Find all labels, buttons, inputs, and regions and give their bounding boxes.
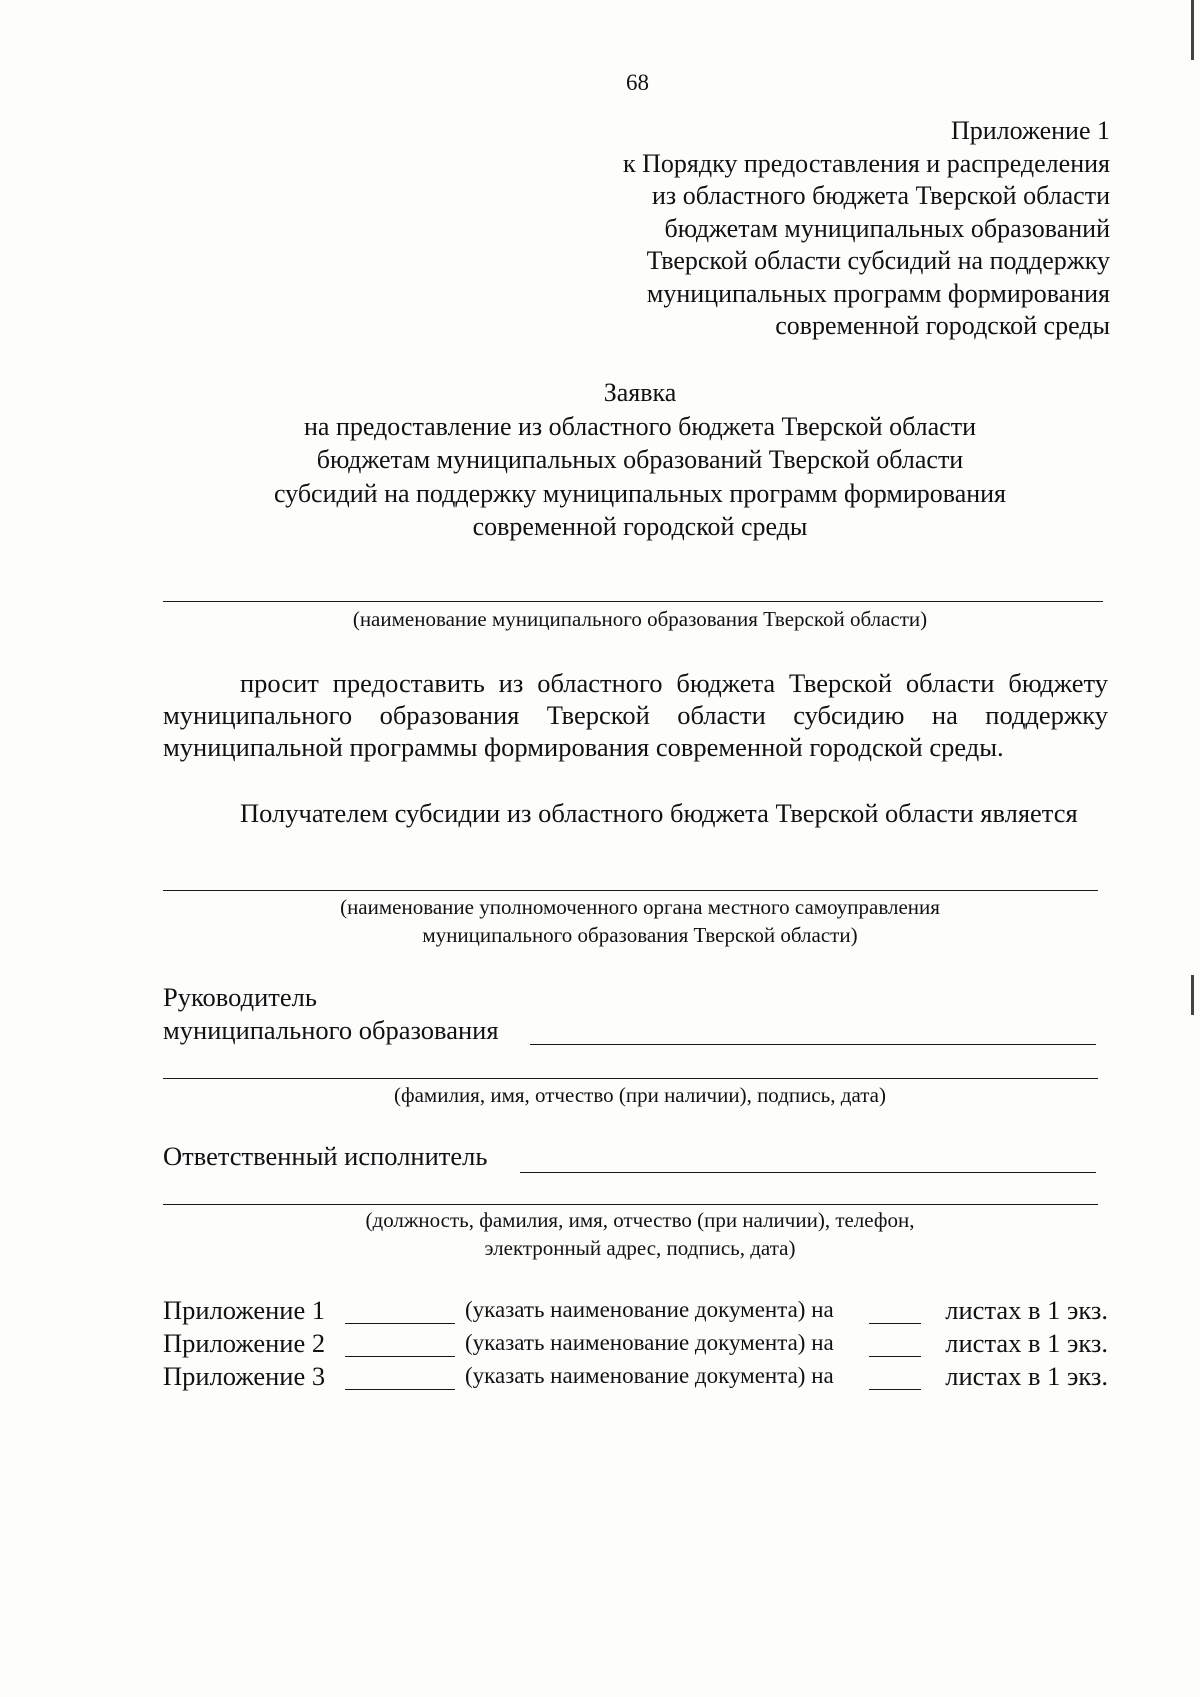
head-name-line[interactable] (163, 1078, 1098, 1079)
executor-caption-line: (должность, фамилия, имя, отчество (при наличии), телефон, (365, 1208, 915, 1232)
request-title (120, 376, 1160, 544)
head-signature-line[interactable] (530, 1044, 1096, 1045)
attachment-sheets-blank[interactable] (869, 1356, 921, 1357)
attachment-row (163, 1326, 1108, 1360)
request-title-line: бюджетам муниципальных образований Тверской области (316, 445, 964, 474)
request-paragraph-text: просит предоставить из областного бюджета Тверской области бюджету муниципального образования Тверской области субсидию на поддержку муниципальной программы формирования современной городской среды. (163, 668, 1108, 762)
attachment-document-blank[interactable] (345, 1356, 455, 1357)
recipient-caption (120, 893, 1160, 949)
attachment-sheets-blank[interactable] (869, 1389, 921, 1390)
attachment-tail: листах в 1 экз. (945, 1295, 1108, 1325)
recipient-paragraph-text: Получателем субсидии из областного бюджета Тверской области является (240, 798, 1078, 828)
request-title-line: на предоставление из областного бюджета Тверской области (303, 411, 976, 441)
appendix-header-line: к Порядку предоставления и распределения (622, 148, 1110, 178)
executor-caption (120, 1206, 1160, 1262)
appendix-header-line: современной городской среды (775, 311, 1110, 340)
head-caption: (фамилия, имя, отчество (при наличии), подпись, дата) (394, 1083, 886, 1107)
scan-edge-mark (1191, 975, 1194, 1015)
appendix-header-line: муниципальных программ формирования (646, 278, 1110, 308)
municipality-name-line[interactable] (163, 601, 1103, 602)
executor-name-line[interactable] (163, 1204, 1098, 1205)
recipient-caption-line: (наименование уполномоченного органа местного самоуправления (340, 895, 940, 919)
attachment-label: Приложение 1 (163, 1295, 326, 1325)
recipient-paragraph (163, 797, 1108, 829)
page-number: 68 (626, 70, 649, 95)
executor-caption-line: электронный адрес, подпись, дата) (484, 1236, 796, 1260)
attachment-description: (указать наименование документа) на (465, 1297, 834, 1322)
attachment-label: Приложение 2 (163, 1328, 326, 1358)
request-title-line: Заявка (603, 378, 677, 407)
appendix-header-line: из областного бюджета Тверской области (652, 181, 1110, 210)
attachment-tail: листах в 1 экз. (945, 1361, 1108, 1391)
attachment-document-blank[interactable] (345, 1323, 455, 1324)
executor-signature-line[interactable] (520, 1172, 1096, 1173)
appendix-header-line: бюджетам муниципальных образований (664, 213, 1110, 243)
executor-label: Ответственный исполнитель (163, 1141, 488, 1171)
head-label-line1: Руководитель (163, 982, 317, 1012)
attachment-description: (указать наименование документа) на (465, 1330, 834, 1355)
attachment-description: (указать наименование документа) на (465, 1363, 834, 1388)
request-title-line: субсидий на поддержку муниципальных программ формирования (273, 478, 1007, 508)
request-title-line: современной городской среды (472, 512, 808, 541)
attachment-row (163, 1293, 1108, 1327)
attachment-document-blank[interactable] (345, 1389, 455, 1390)
appendix-header-line: Тверской области субсидий на поддержку (646, 246, 1110, 275)
attachment-label: Приложение 3 (163, 1361, 326, 1391)
attachment-tail: листах в 1 экз. (945, 1328, 1108, 1358)
municipality-caption: (наименование муниципального образования Тверской области) (352, 607, 928, 631)
request-paragraph (163, 667, 1108, 763)
recipient-name-line[interactable] (163, 890, 1098, 891)
appendix-header (490, 115, 1110, 343)
attachment-sheets-blank[interactable] (869, 1323, 921, 1324)
head-label-line2: муниципального образования (163, 1015, 499, 1045)
scan-edge-mark (1191, 0, 1194, 60)
appendix-header-line: Приложение 1 (950, 116, 1110, 145)
attachment-row (163, 1359, 1108, 1393)
recipient-caption-line: муниципального образования Тверской области) (422, 923, 858, 947)
